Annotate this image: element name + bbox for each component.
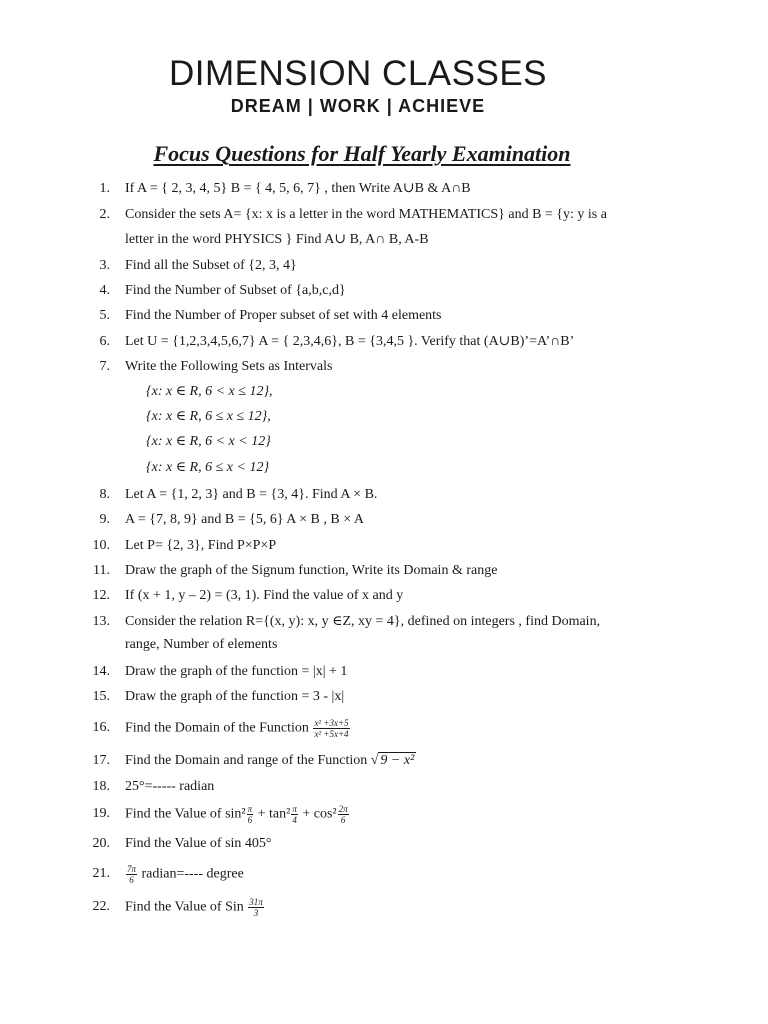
- question-body: [125, 718, 351, 739]
- question-number: 12.: [92, 588, 110, 603]
- question-text: Find the Domain of the Function: [125, 720, 309, 736]
- square-root: √ 9 − x²: [370, 753, 415, 768]
- question-text: Find the Value of sin 405°: [125, 836, 272, 851]
- question-text: Find the Domain and range of the Function: [125, 753, 368, 768]
- question-text: Let U = {1,2,3,4,5,6,7} A = { 2,3,4,6}, B = {3,4,5 }. Verify that (A∪B)’=A’∩B’: [125, 334, 575, 349]
- fraction-denominator: 4: [292, 815, 297, 825]
- fraction: [248, 897, 264, 918]
- fraction-numerator: π: [247, 804, 253, 814]
- fraction: [313, 718, 349, 739]
- question-number: 7.: [99, 359, 110, 374]
- brand-title: DIMENSION CLASSES: [168, 54, 548, 93]
- question-body: [125, 897, 265, 918]
- question-number: 16.: [92, 720, 110, 735]
- brand-tagline: DREAM | WORK | ACHIEVE: [230, 96, 486, 116]
- question-text: Let A = {1, 2, 3} and B = {3, 4}. Find A × B.: [125, 487, 378, 502]
- cos-term: + cos²: [302, 806, 337, 822]
- radicand: 9 − x²: [380, 753, 415, 768]
- fraction-numerator: 31π: [249, 897, 263, 907]
- question-number: 5.: [99, 308, 110, 323]
- fraction: [291, 804, 298, 825]
- question-body: [125, 864, 244, 885]
- question-number: 11.: [93, 563, 110, 578]
- question-text: Find the Value of: [125, 806, 222, 822]
- fraction: [126, 864, 137, 885]
- question-text: Consider the relation R={(x, y): x, y ∈Z, xy = 4}, defined on integers , find Domain,: [125, 614, 601, 629]
- question-number: 2.: [99, 207, 110, 222]
- question-number: 17.: [92, 753, 110, 768]
- question-number: 15.: [92, 689, 110, 704]
- question-text: If A = { 2, 3, 4, 5} B = { 4, 5, 6, 7} , then Write A∪B & A∩B: [125, 181, 471, 196]
- interval-item: {x: x ∈ R, 6 < x < 12}: [146, 434, 271, 449]
- question-text: Find the Value of Sin: [125, 899, 244, 915]
- question-number: 6.: [99, 334, 110, 349]
- question-body: [125, 804, 350, 825]
- question-number: 8.: [99, 487, 110, 502]
- tan-term: + tan²: [257, 806, 291, 822]
- question-body: [125, 751, 416, 771]
- question-number: 9.: [99, 512, 110, 527]
- fraction-numerator: 7π: [127, 864, 137, 874]
- question-text: Draw the graph of the function = 3 - |x|: [125, 689, 345, 704]
- page-title: Focus Questions for Half Yearly Examination: [153, 141, 571, 166]
- fraction-denominator: x² +5x+4: [314, 729, 349, 739]
- question-number: 14.: [92, 664, 110, 679]
- question-text: Find all the Subset of {2, 3, 4}: [125, 258, 297, 273]
- question-text: 25°=----- radian: [125, 779, 215, 794]
- question-number: 3.: [99, 258, 110, 273]
- fraction-numerator: π: [292, 804, 297, 814]
- question-text-continued: range, Number of elements: [125, 637, 278, 652]
- fraction-denominator: 6: [340, 815, 346, 825]
- interval-item: {x: x ∈ R, 6 ≤ x < 12}: [146, 460, 270, 475]
- question-text: Draw the graph of the Signum function, Write its Domain & range: [125, 563, 498, 578]
- question-number: 18.: [92, 779, 110, 794]
- question-number: 20.: [92, 836, 110, 851]
- question-text: Find the Number of Proper subset of set with 4 elements: [125, 308, 442, 323]
- question-number: 13.: [92, 614, 110, 629]
- question-number: 21.: [92, 866, 110, 881]
- question-number: 19.: [92, 806, 110, 821]
- fraction-numerator: 2π: [338, 804, 348, 814]
- question-text: Consider the sets A= {x: x is a letter in the word MATHEMATICS} and B = {y: y is a: [125, 207, 607, 222]
- fraction-denominator: 6: [247, 815, 253, 825]
- question-number: 22.: [92, 899, 110, 914]
- fraction: [247, 804, 254, 825]
- sin-term: sin²: [225, 806, 246, 822]
- question-text: A = {7, 8, 9} and B = {5, 6} A × B , B × A: [125, 512, 364, 527]
- question-number: 10.: [92, 538, 110, 553]
- fraction-numerator: x² +3x+5: [314, 718, 349, 728]
- question-text: Write the Following Sets as Intervals: [125, 359, 333, 374]
- interval-item: {x: x ∈ R, 6 ≤ x ≤ 12},: [146, 409, 271, 424]
- question-text: radian=---- degree: [141, 866, 244, 882]
- question-number: 1.: [99, 181, 110, 196]
- interval-item: {x: x ∈ R, 6 < x ≤ 12},: [146, 384, 273, 399]
- fraction-denominator: 3: [253, 908, 259, 918]
- question-number: 4.: [99, 283, 110, 298]
- question-text-continued: letter in the word PHYSICS } Find A∪ B, A∩ B, A-B: [125, 232, 429, 247]
- question-text: If (x + 1, y – 2) = (3, 1). Find the value of x and y: [125, 588, 404, 603]
- question-text: Let P= {2, 3}, Find P×P×P: [125, 538, 277, 553]
- fraction: [338, 804, 349, 825]
- fraction-denominator: 6: [129, 875, 134, 885]
- question-text: Find the Number of Subset of {a,b,c,d}: [125, 283, 346, 298]
- question-text: Draw the graph of the function = |x| + 1: [125, 664, 348, 679]
